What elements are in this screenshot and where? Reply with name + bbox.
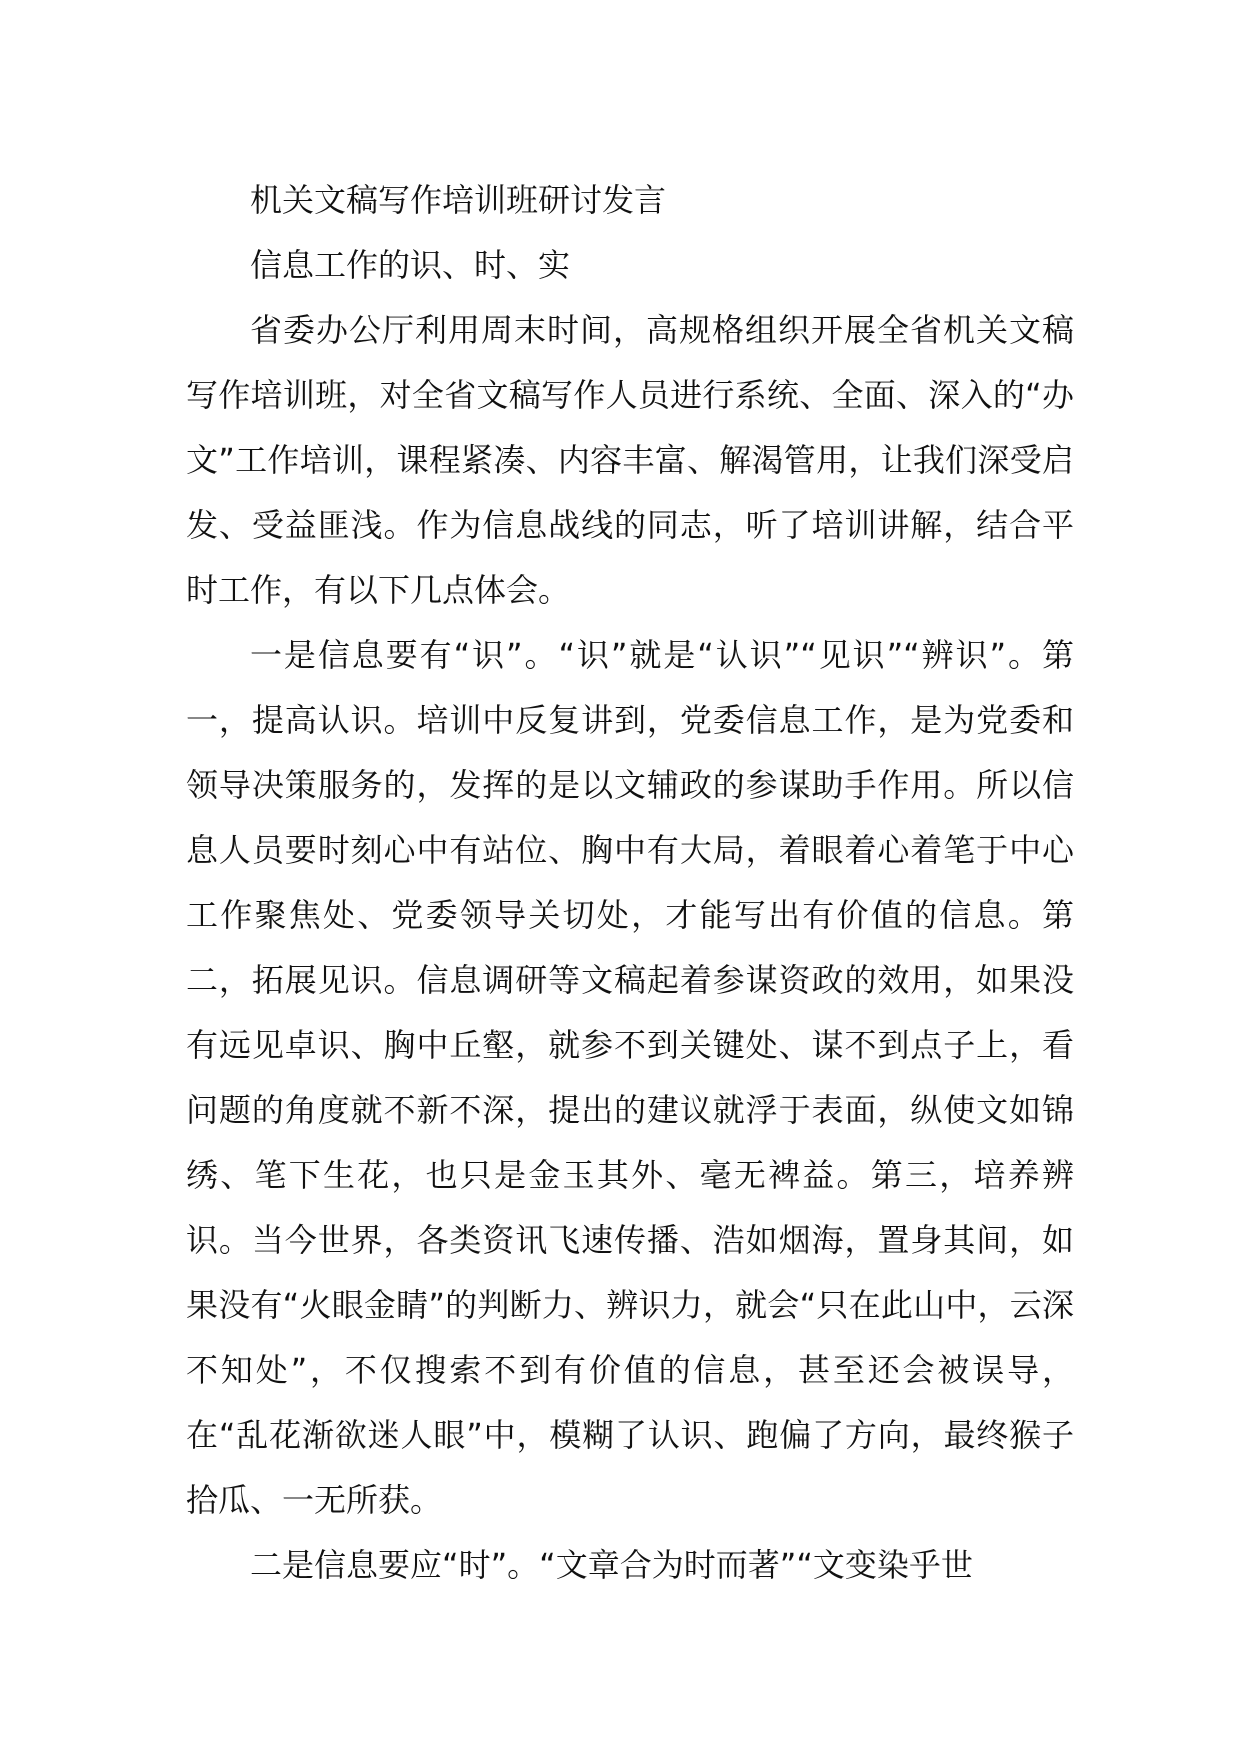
- paragraph-point-one: 一是信息要有“识”。“识”就是“认识”“见识”“辨识”。第一，提高认识。培训中反复讲到，党委信息工作，是为党委和领导决策服务的，发挥的是以文辅政的参谋助手作用。所以信息人员要时刻心中有站位、胸中有大局，着眼着心着笔于中心工作聚焦处、党委领导关切处，才能写出有价值的信息。第二，拓展见识。信息调研等文稿起着参谋资政的效用，如果没有远见卓识、胸中丘壑，就参不到关键处、谋不到点子上，看问题的角度就不新不深，提出的建议就浮于表面，纵使文如锦绣、笔下生花，也只是金玉其外、毫无裨益。第三，培养辨识。当今世界，各类资讯飞速传播、浩如烟海，置身其间，如果没有“火眼金睛”的判断力、辨识力，就会“只在此山中，云深不知处”，不仅搜索不到有价值的信息，甚至还会被误导，在“乱花渐欲迷人眼”中，模糊了认识、跑偏了方向，最终猴子拾瓜、一无所获。: [186, 636, 1074, 1519]
- document-title: 机关文稿写作培训班研讨发言: [250, 181, 667, 219]
- document-subtitle: 信息工作的识、时、实: [250, 246, 571, 284]
- paragraph-intro: 省委办公厅利用周末时间，高规格组织开展全省机关文稿写作培训班，对全省文稿写作人员进行系统、全面、深入的“办文”工作培训，课程紧凑、内容丰富、解渴管用，让我们深受启发、受益匪浅。作为信息战线的同志，听了培训讲解，结合平时工作，有以下几点体会。: [186, 311, 1074, 609]
- paragraph-point-two: 二是信息要应“时”。“文章合为时而著”“文变染乎世: [250, 1546, 973, 1584]
- document-body: [186, 168, 1074, 1598]
